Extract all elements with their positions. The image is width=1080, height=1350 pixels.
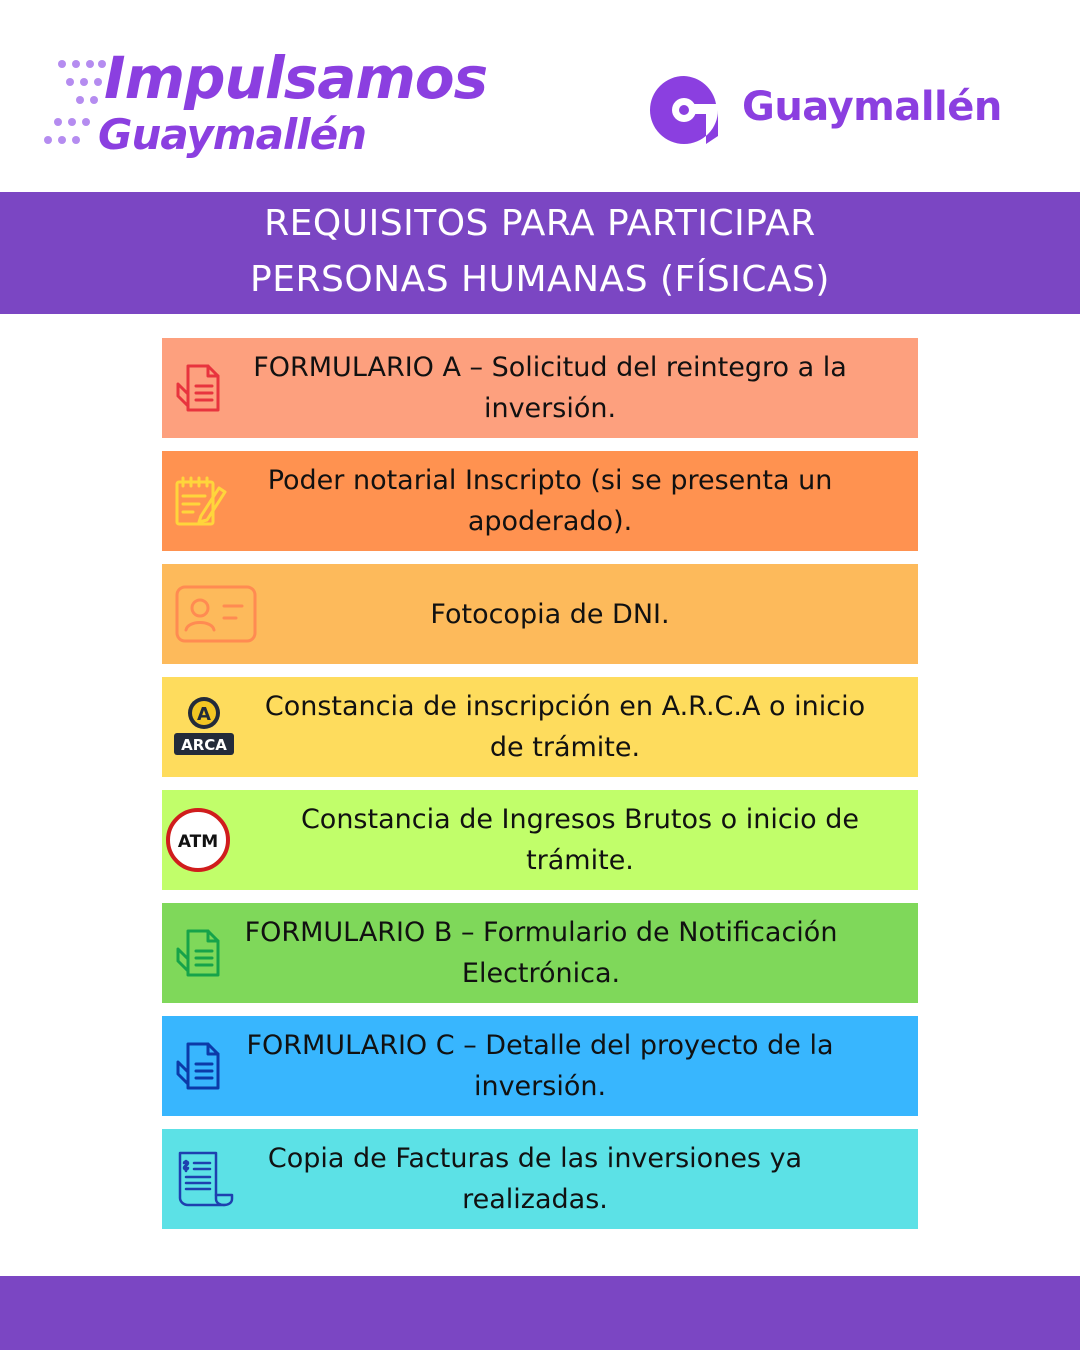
guaymallen-wordmark: Guaymallén xyxy=(742,84,1002,130)
requirement-text: Constancia de Ingresos Brutos o inicio de trámite. xyxy=(300,804,860,876)
arca-letter: A xyxy=(197,704,211,725)
requirement-item xyxy=(162,677,918,777)
requirement-text: Constancia de inscripción en A.R.C.A o inicio de trámite. xyxy=(264,691,866,763)
requirement-text: FORMULARIO A – Solicitud del reintegro a la inversión. xyxy=(253,352,847,424)
guaymallen-logo xyxy=(648,74,1048,150)
requirement-text: Poder notarial Inscripto (si se presenta un apoderado). xyxy=(267,465,833,537)
requirement-item xyxy=(162,903,918,1003)
invoice-icon xyxy=(168,1141,240,1217)
requirement-item xyxy=(162,790,918,890)
requirement-item xyxy=(162,1129,918,1229)
arca-logo-icon xyxy=(168,689,240,765)
guaymallen-g-icon xyxy=(648,74,720,146)
logo-subtitle: Guaymallén xyxy=(98,110,367,159)
requirement-item xyxy=(162,1016,918,1116)
requirement-text: FORMULARIO C – Detalle del proyecto de la inversión. xyxy=(246,1030,834,1102)
requirement-text: Copia de Facturas de las inversiones ya realizadas. xyxy=(267,1143,803,1215)
arca-label: ARCA xyxy=(181,736,227,754)
requirement-item xyxy=(162,451,918,551)
title-banner xyxy=(0,192,1080,314)
logo-title: Impulsamos xyxy=(104,44,488,112)
atm-logo-icon xyxy=(162,802,234,878)
requirements-list xyxy=(162,338,918,1242)
banner-subtitle: PERSONAS HUMANAS (FÍSICAS) xyxy=(250,259,830,300)
requirement-text: FORMULARIO B – Formulario de Notificación Electrónica. xyxy=(244,917,838,989)
header xyxy=(0,0,1080,192)
requirement-text: Fotocopia de DNI. xyxy=(430,598,670,630)
footer-bar xyxy=(0,1276,1080,1350)
requirement-item xyxy=(162,338,918,438)
impulsamos-logo xyxy=(40,44,500,174)
banner-title: REQUISITOS PARA PARTICIPAR xyxy=(264,203,816,244)
atm-label: ATM xyxy=(177,832,219,852)
requirement-item xyxy=(162,564,918,664)
